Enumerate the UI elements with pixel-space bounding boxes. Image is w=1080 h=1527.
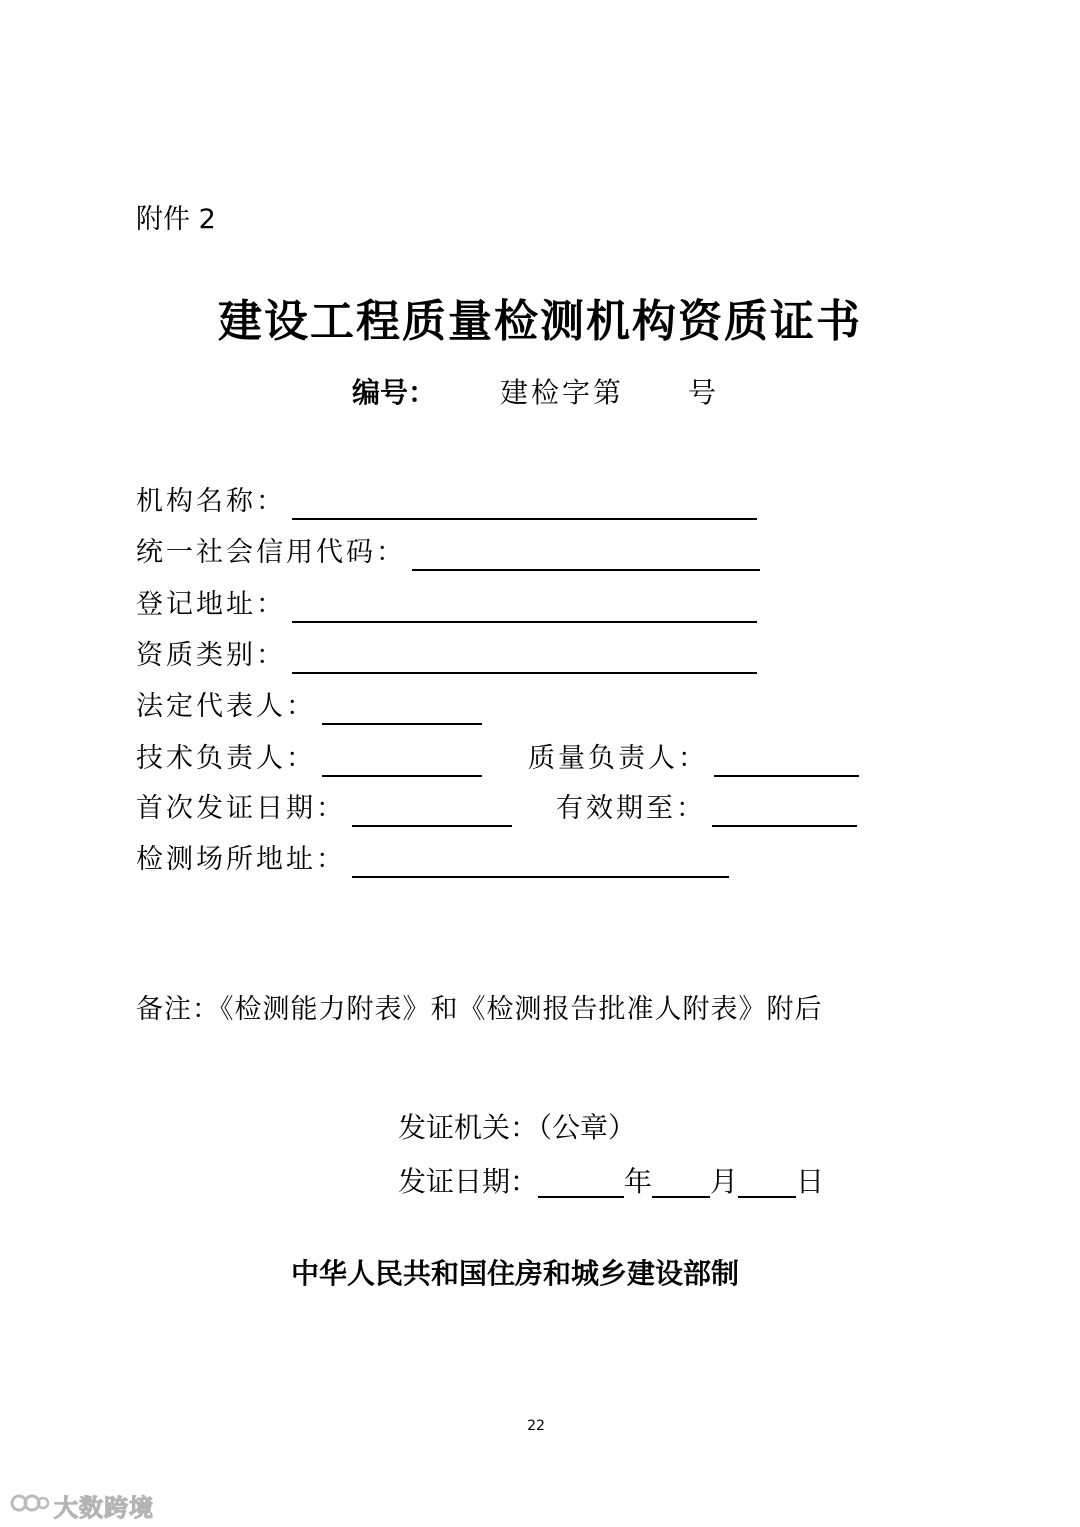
serial-label: 编号： — [352, 376, 437, 409]
watermark — [10, 1490, 154, 1520]
field-label: 机构名称： — [136, 486, 286, 517]
blank-line — [292, 488, 757, 520]
field-quality-head — [528, 739, 859, 779]
month-label: 月 — [710, 1165, 739, 1198]
issue-date-line — [398, 1162, 824, 1202]
blank-line — [352, 846, 729, 878]
blank-line — [712, 795, 857, 827]
field-label: 首次发证日期： — [136, 793, 346, 824]
field-label: 有效期至： — [556, 793, 706, 824]
field-label: 技术负责人： — [136, 743, 316, 774]
page-number: 22 — [527, 1418, 545, 1434]
field-credit-code — [136, 533, 760, 573]
serial-prefix: 建检字第 — [500, 376, 625, 409]
field-institution-name — [136, 482, 757, 522]
blank-line — [292, 591, 757, 623]
field-legal-representative — [136, 687, 482, 727]
field-qualification-category — [136, 636, 757, 676]
document-title: 建设工程质量检测机构资质证书 — [218, 296, 862, 347]
remark-note: 备注：《检测能力附表》和《检测报告批准人附表》附后 — [136, 994, 823, 1025]
field-label: 统一社会信用代码： — [136, 537, 406, 568]
issuing-authority: 发证机关：（公章） — [398, 1111, 637, 1144]
blank-line — [322, 745, 482, 777]
issue-date-label: 发证日期： — [398, 1165, 539, 1198]
month-blank-line — [652, 1166, 710, 1198]
blank-line — [352, 795, 512, 827]
field-label: 资质类别： — [136, 640, 286, 671]
year-blank-line — [538, 1166, 624, 1198]
field-technical-head — [136, 739, 482, 779]
field-label: 检测场所地址： — [136, 844, 346, 875]
blank-line — [322, 693, 482, 725]
attachment-label: 附件 2 — [136, 204, 216, 235]
watermark-text: 大数跨境 — [54, 1493, 154, 1522]
year-label: 年 — [624, 1165, 653, 1198]
field-valid-until — [556, 789, 857, 829]
field-first-issue-date — [136, 789, 512, 829]
field-label: 法定代表人： — [136, 691, 316, 722]
logo-icon — [10, 1490, 50, 1520]
serial-number-line — [0, 370, 1080, 416]
field-testing-site-address — [136, 840, 729, 880]
serial-suffix: 号 — [688, 376, 717, 409]
issued-by: 中华人民共和国住房和城乡建设部制 — [290, 1257, 739, 1290]
field-registered-address — [136, 585, 757, 625]
blank-line — [412, 539, 760, 571]
field-label: 质量负责人： — [528, 743, 708, 774]
blank-line — [292, 642, 757, 674]
blank-line — [714, 745, 859, 777]
day-label: 日 — [796, 1165, 825, 1198]
day-blank-line — [738, 1166, 796, 1198]
field-label: 登记地址： — [136, 589, 286, 620]
